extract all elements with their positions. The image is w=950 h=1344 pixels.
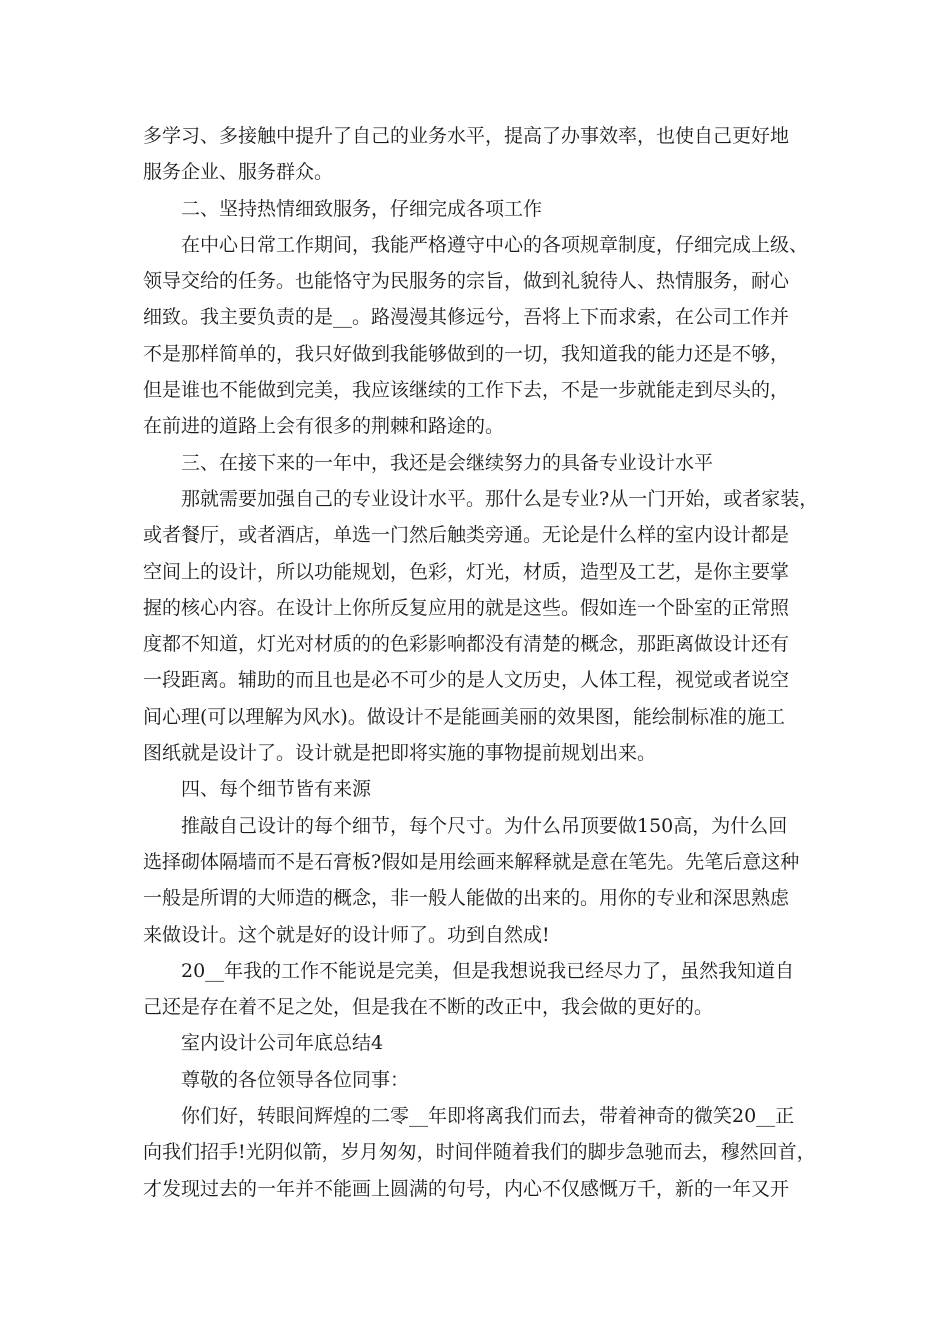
text-line: 你们好，转眼间辉煌的二零__年即将离我们而去，带着神奇的微笑20__正 <box>181 1105 795 1128</box>
text-line: 度都不知道，灯光对材质的的色彩影响都没有清楚的概念，那距离做设计还有 <box>143 633 790 656</box>
text-line: 图纸就是设计了。设计就是把即将实施的事物提前规划出来。 <box>143 742 657 765</box>
text-line: 一段距离。辅助的而且也是必不可少的是人文历史，人体工程，视觉或者说空 <box>143 669 790 692</box>
text-line: 才发现过去的一年并不能画上圆满的句号，内心不仅感慨万千，新的一年又开 <box>143 1177 790 1200</box>
text-line: 细致。我主要负责的是__。路漫漫其修远兮，吾将上下而求索，在公司工作并 <box>143 306 790 329</box>
salutation: 尊敬的各位领导各位同事： <box>181 1068 410 1091</box>
text-line: 在前进的道路上会有很多的荆棘和路途的。 <box>143 415 505 438</box>
document-page <box>143 118 833 1207</box>
text-line: 选择砌体隔墙而不是石膏板?假如是用绘画来解释就是意在笔先。先笔后意这种 <box>143 850 800 873</box>
text-line: 在中心日常工作期间，我能严格遵守中心的各项规章制度，仔细完成上级、 <box>181 233 809 256</box>
text-line: 领导交给的任务。也能恪守为民服务的宗旨，做到礼貌待人、热情服务，耐心 <box>143 270 790 293</box>
text-line: 不是那样简单的，我只好做到我能够做到的一切，我知道我的能力还是不够， <box>143 342 790 365</box>
text-line: 一般是所谓的大师造的概念，非一般人能做的出来的。用你的专业和深思熟虑 <box>143 887 790 910</box>
text-line: 空间上的设计，所以功能规划，色彩，灯光，材质，造型及工艺，是你主要掌 <box>143 560 790 583</box>
section-heading: 三、在接下来的一年中，我还是会继续努力的具备专业设计水平 <box>181 451 714 474</box>
text-line: 握的核心内容。在设计上你所反复应用的就是这些。假如连一个卧室的正常照 <box>143 596 790 619</box>
text-line: 或者餐厅，或者酒店，单选一门然后触类旁通。无论是什么样的室内设计都是 <box>143 524 790 547</box>
text-line: 多学习、多接触中提升了自己的业务水平，提高了办事效率，也使自己更好地 <box>143 125 790 147</box>
text-line: 20__年我的工作不能说是完美，但是我想说我已经尽力了，虽然我知道自 <box>181 959 795 982</box>
section-heading: 二、坚持热情细致服务，仔细完成各项工作 <box>181 197 543 220</box>
text-line: 但是谁也不能做到完美，我应该继续的工作下去，不是一步就能走到尽头的， <box>143 379 790 402</box>
text-line: 向我们招手!光阴似箭，岁月匆匆，时间伴随着我们的脚步急驰而去，穆然回首， <box>143 1141 816 1164</box>
text-line: 服务企业、服务群众。 <box>143 161 334 184</box>
text-line: 来做设计。这个就是好的设计师了。功到自然成! <box>143 923 550 946</box>
text-line: 推敲自己设计的每个细节，每个尺寸。为什么吊顶要做150高，为什么回 <box>181 814 788 837</box>
text-line: 己还是存在着不足之处，但是我在不断的改正中，我会做的更好的。 <box>143 996 714 1019</box>
text-line: 那就需要加强自己的专业设计水平。那什么是专业?从一门开始，或者家装， <box>181 487 819 510</box>
section-heading: 四、每个细节皆有来源 <box>181 778 372 801</box>
document-title: 室内设计公司年底总结4 <box>181 1032 384 1055</box>
text-line: 间心理(可以理解为风水)。做设计不是能画美丽的效果图，能绘制标准的施工 <box>143 705 785 728</box>
